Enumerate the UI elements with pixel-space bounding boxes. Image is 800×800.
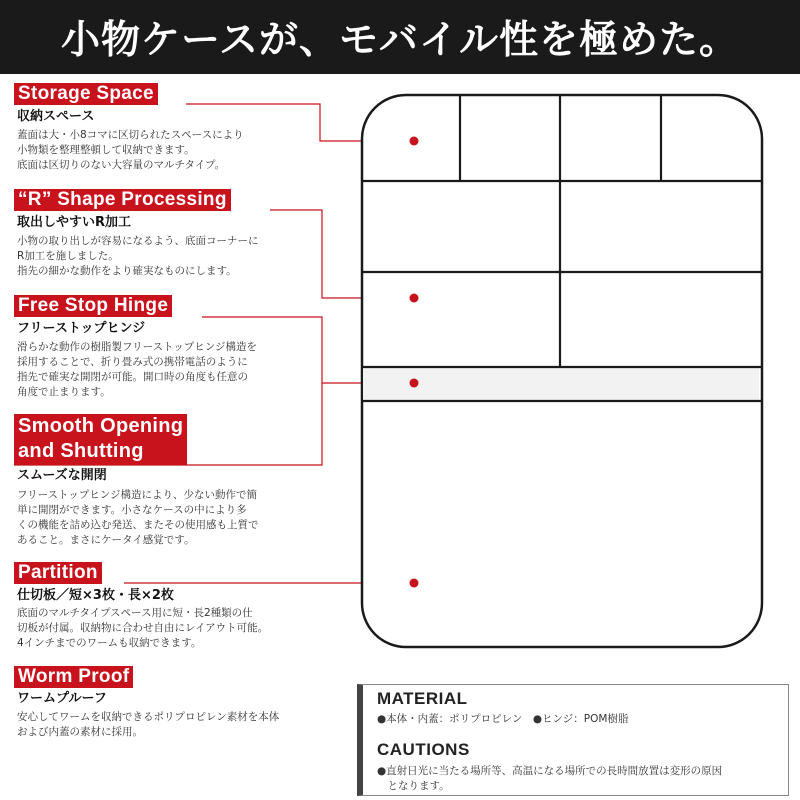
body-line: R加工を施しました。 [17,250,119,262]
feature-title-storage-space: Storage Space [14,83,158,105]
body-line: 小物の取り出しが容易になるよう、底面コーナーに [17,235,259,247]
callout-dot [410,294,419,303]
feature-body-worm-proof [17,710,347,740]
feature-subtitle-storage-space: 収納スペース [17,109,95,124]
feature-title-free-stop-hinge: Free Stop Hinge [14,295,172,317]
material-heading: MATERIAL [377,689,468,708]
callout-dots [410,137,419,588]
body-line: 4インチまでのワームも収納できます。 [17,637,202,649]
body-line: 角度で止まります。 [17,386,111,398]
callout-dot [410,137,419,146]
feature-title-r-shape: “R” Shape Processing [14,189,231,211]
hinge-strip [363,367,759,401]
page-banner-title: 小物ケースが、モバイル性を極めた。 [0,0,800,74]
feature-subtitle-worm-proof: ワームプルーフ [17,691,107,706]
cautions-line: となります。 [377,780,450,792]
feature-subtitle-smooth-opening: スムーズな開閉 [17,468,107,483]
body-line: 安心してワームを収納できるポリプロピレン素材を本体 [17,711,280,723]
body-line: フリーストップヒンジ構造により、少ない動作で簡 [17,489,257,501]
body-line: 指先の細かな動作をより確実なものにします。 [17,265,237,277]
feature-body-storage-space [17,128,317,173]
body-line: 蓋面は大・小8コマに区切られたスペースにより [17,129,244,141]
title-line: Smooth Opening [18,415,184,437]
body-line: 滑らかな動作の樹脂製フリーストップヒンジ構造を [17,341,257,353]
feature-title-smooth-opening [14,414,187,465]
body-line: 指先で確実な開閉が可能。開口時の角度も任意の [17,371,248,383]
feature-body-free-stop-hinge [17,340,317,400]
feature-body-smooth-opening [17,488,317,548]
callout-dot [410,579,419,588]
feature-subtitle-free-stop-hinge: フリーストップヒンジ [17,321,146,336]
cautions-heading: CAUTIONS [377,740,470,759]
body-line: 単に開閉ができます。小さなケースの中により多 [17,504,247,516]
material-cautions-box [357,684,789,796]
cautions-line: ●直射日光に当たる場所等、高温になる場所での長時間放置は変形の原因 [377,765,723,777]
feature-subtitle-r-shape: 取出しやすいR加工 [17,215,132,230]
body-line: 小物類を整理整頓して収納できます。 [17,144,195,156]
feature-title-partition: Partition [14,562,102,584]
body-line: および内蓋の素材に採用。 [17,726,143,738]
feature-subtitle-partition: 仕切板／短×3枚・長×2枚 [17,588,174,603]
body-line: 採用することで、折り畳み式の携帯電話のように [17,356,248,368]
feature-body-partition [17,606,317,651]
title-line: and Shutting [18,440,144,462]
body-line: 底面のマルチタイプスペース用に短・長2種類の仕 [17,607,253,619]
feature-title-worm-proof: Worm Proof [14,666,133,688]
body-line: あること。まさにケータイ感覚です。 [17,534,195,546]
cautions-text [377,764,787,794]
body-line: くの機能を詰め込む発送、またその使用感も上質で [17,519,259,531]
callout-dot [410,379,419,388]
feature-body-r-shape [17,234,317,279]
compartment-dividers [362,95,762,401]
body-line: 切板が付属。収納物に合わせ自由にレイアウト可能。 [17,622,269,634]
body-line: 底面は区切りのない大容量のマルチタイプ。 [17,159,226,171]
case-outline [362,95,762,647]
material-text: ●本体・内蓋：ポリプロピレン ●ヒンジ：POM樹脂 [377,713,629,725]
